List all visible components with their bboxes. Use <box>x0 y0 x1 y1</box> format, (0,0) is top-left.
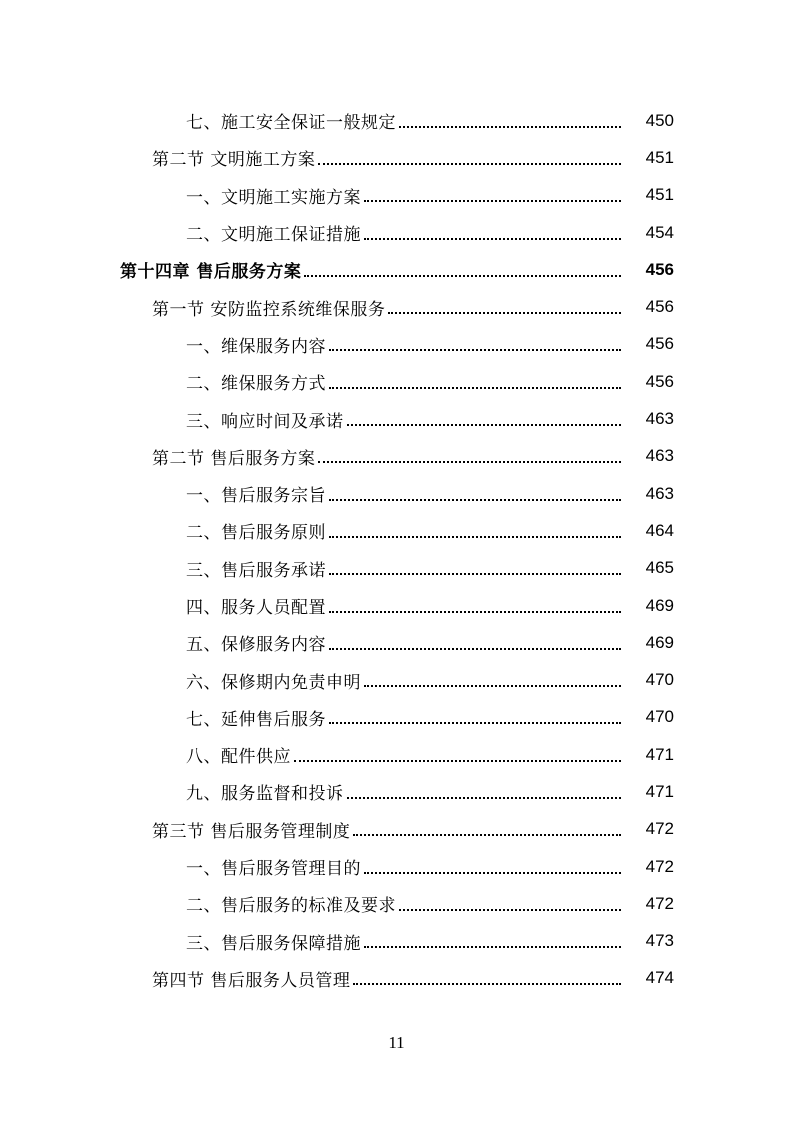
toc-entry-page-number: 456 <box>645 297 674 317</box>
toc-entry-page-number: 465 <box>645 558 674 578</box>
toc-entry-item[interactable] <box>0 550 793 587</box>
toc-entry-title: 二、维保服务方式 <box>186 374 326 395</box>
toc-entry-item[interactable] <box>0 848 793 885</box>
toc-entry-title: 七、延伸售后服务 <box>186 709 326 730</box>
dot-leader <box>329 387 621 389</box>
toc-entry-page-number: 472 <box>645 893 674 913</box>
toc-entry-title: 一、维保服务内容 <box>186 336 326 357</box>
toc-entry-item[interactable] <box>0 102 793 139</box>
toc-entry-page-number: 451 <box>645 147 674 167</box>
toc-entry-page-number: 456 <box>645 371 674 391</box>
toc-entry-title: 四、服务人员配置 <box>186 598 326 618</box>
toc-entry-title: 二、售后服务的标准及要求 <box>186 896 396 917</box>
toc-entry-page-number: 472 <box>645 819 674 839</box>
toc-entry-section[interactable] <box>0 811 793 848</box>
toc-entry-item[interactable] <box>0 587 793 624</box>
dot-leader <box>388 312 621 314</box>
toc-entry-page-number: 463 <box>645 483 674 503</box>
dot-leader <box>364 872 621 874</box>
toc-entry-page-number: 469 <box>645 595 674 615</box>
toc-entry-section[interactable] <box>0 438 793 475</box>
toc-entry-page-number: 472 <box>645 856 674 876</box>
toc-entry-title: 三、响应时间及承诺 <box>186 411 344 432</box>
toc-entry-title: 第十四章 售后服务方案 <box>120 262 302 283</box>
toc-entry-section[interactable] <box>0 960 793 997</box>
toc-entry-item[interactable] <box>0 736 793 773</box>
toc-entry-title: 三、售后服务承诺 <box>186 560 326 581</box>
toc-entry-item[interactable] <box>0 214 793 251</box>
toc-entry-item[interactable] <box>0 699 793 736</box>
toc-entry-title: 二、文明施工保证措施 <box>186 225 361 246</box>
toc-entry-title: 二、售后服务原则 <box>186 523 326 544</box>
toc-entry-title: 第一节 安防监控系统维保服务 <box>152 299 386 320</box>
dot-leader <box>329 499 621 501</box>
toc-entry-page-number: 450 <box>645 110 674 130</box>
toc-entry-title: 五、保修服务内容 <box>186 635 326 656</box>
toc-entry-title: 九、服务监督和投诉 <box>186 784 344 805</box>
dot-leader <box>304 275 621 277</box>
toc-entry-title: 七、施工安全保证一般规定 <box>186 113 396 134</box>
dot-leader <box>318 163 621 165</box>
toc-entry-chapter[interactable] <box>0 251 793 288</box>
toc-entry-item[interactable] <box>0 326 793 363</box>
toc-entry-page-number: 456 <box>645 259 674 279</box>
toc-entry-section[interactable] <box>0 288 793 325</box>
toc-entry-title: 第三节 售后服务管理制度 <box>152 821 351 842</box>
toc-entry-title: 第四节 售后服务人员管理 <box>152 970 351 991</box>
dot-leader <box>329 648 621 650</box>
toc-entry-item[interactable] <box>0 923 793 960</box>
dot-leader <box>364 200 621 202</box>
toc-entry-title: 第二节 售后服务方案 <box>152 448 316 469</box>
toc-entry-item[interactable] <box>0 885 793 922</box>
dot-leader <box>364 946 621 948</box>
dot-leader <box>329 611 621 613</box>
toc-entry-page-number: 463 <box>645 409 674 429</box>
dot-leader <box>347 424 622 426</box>
dot-leader <box>353 983 621 985</box>
toc-entry-page-number: 470 <box>645 670 674 690</box>
toc-entry-page-number: 474 <box>645 968 674 988</box>
toc-entry-title: 一、售后服务宗旨 <box>186 486 326 507</box>
dot-leader <box>364 685 621 687</box>
toc-entry-section[interactable] <box>0 139 793 176</box>
dot-leader <box>364 238 621 240</box>
toc-entry-title: 一、售后服务管理目的 <box>186 859 361 880</box>
toc-entry-item[interactable] <box>0 624 793 661</box>
toc-entry-title: 三、售后服务保障措施 <box>186 933 361 954</box>
dot-leader <box>294 760 621 762</box>
toc-entry-title: 八、配件供应 <box>186 747 291 768</box>
toc-entry-page-number: 454 <box>645 222 674 242</box>
toc-entry-item[interactable] <box>0 512 793 549</box>
dot-leader <box>329 573 621 575</box>
toc-entry-page-number: 456 <box>645 334 674 354</box>
page-number: 11 <box>388 1033 405 1052</box>
dot-leader <box>399 909 621 911</box>
dot-leader <box>353 834 621 836</box>
toc-entry-page-number: 471 <box>645 744 674 764</box>
toc-entry-item[interactable] <box>0 661 793 698</box>
toc-entry-title: 六、保修期内免责申明 <box>186 672 361 693</box>
dot-leader <box>329 722 621 724</box>
toc-entry-page-number: 463 <box>645 446 674 466</box>
dot-leader <box>329 536 621 538</box>
toc-entry-item[interactable] <box>0 475 793 512</box>
toc-entry-page-number: 471 <box>645 781 674 801</box>
toc-entry-item[interactable] <box>0 773 793 810</box>
dot-leader <box>347 797 622 799</box>
toc-entry-title: 第二节 文明施工方案 <box>152 150 316 171</box>
toc-entry-page-number: 469 <box>645 632 674 652</box>
table-of-contents <box>0 102 793 997</box>
toc-entry-page-number: 451 <box>645 185 674 205</box>
dot-leader <box>399 126 621 128</box>
dot-leader <box>318 461 621 463</box>
toc-entry-item[interactable] <box>0 177 793 214</box>
toc-entry-page-number: 470 <box>645 707 674 727</box>
toc-entry-item[interactable] <box>0 400 793 437</box>
dot-leader <box>329 349 621 351</box>
toc-entry-item[interactable] <box>0 363 793 400</box>
toc-entry-title: 一、文明施工实施方案 <box>186 187 361 208</box>
toc-entry-page-number: 473 <box>645 931 674 951</box>
toc-entry-page-number: 464 <box>645 520 674 540</box>
